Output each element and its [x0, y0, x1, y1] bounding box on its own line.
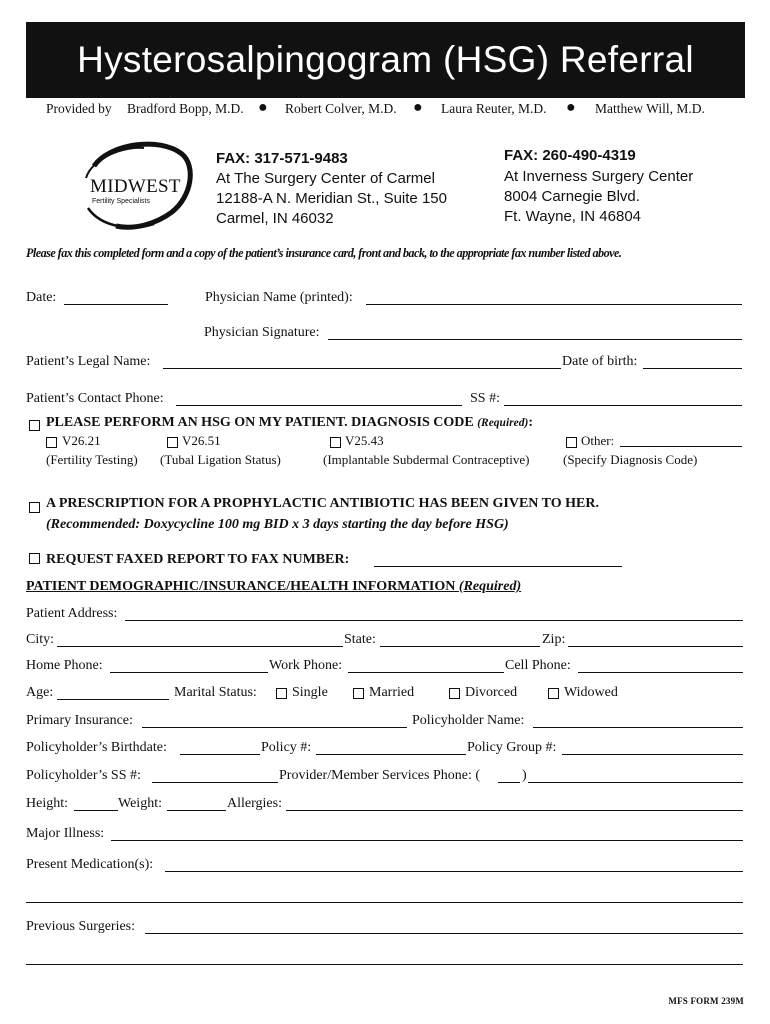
logo-tagline: Fertility Specialists — [92, 198, 150, 205]
date-label: Date: — [26, 290, 57, 305]
antibiotic-note: (Recommended: Doxycycline 100 mg BID x 3 days starting the day before HSG) — [46, 517, 509, 532]
policy-group-field[interactable] — [562, 754, 743, 755]
report-checkbox[interactable] — [29, 553, 40, 564]
address-field[interactable] — [125, 620, 743, 621]
antibiotic-label: A PRESCRIPTION FOR A PROPHYLACTIC ANTIBIOTIC HAS BEEN GIVEN TO HER. — [46, 496, 599, 511]
code-v2651-checkbox[interactable] — [167, 437, 178, 448]
midwest-logo — [64, 136, 198, 232]
policyholder-birthdate-field[interactable] — [180, 754, 260, 755]
previous-surgeries-field-2[interactable] — [26, 964, 743, 965]
dob-label: Date of birth: — [562, 354, 638, 369]
weight-field[interactable] — [167, 810, 226, 811]
state-field[interactable] — [380, 646, 540, 647]
report-fax-field[interactable] — [374, 566, 622, 567]
hsg-label-text: PLEASE PERFORM AN HSG ON MY PATIENT. DIAGNOSIS CODE — [46, 415, 478, 430]
home-phone-field[interactable] — [110, 672, 268, 673]
demographics-heading-text: PATIENT DEMOGRAPHIC/INSURANCE/HEALTH INFORMATION — [26, 579, 459, 594]
physician-4: Matthew Will, M.D. — [595, 101, 705, 116]
dob-field[interactable] — [643, 368, 742, 369]
code-v2543-checkbox[interactable] — [330, 437, 341, 448]
code-other-checkbox[interactable] — [566, 437, 577, 448]
code-v2621-checkbox[interactable] — [46, 437, 57, 448]
physician-signature-field[interactable] — [328, 339, 742, 340]
zip-field[interactable] — [568, 646, 743, 647]
policyholder-ss-field[interactable] — [152, 782, 278, 783]
provided-by-label: Provided by — [46, 101, 112, 116]
primary-insurance-label: Primary Insurance: — [26, 713, 133, 728]
hsg-colon: : — [528, 415, 533, 430]
allergies-field[interactable] — [286, 810, 743, 811]
work-phone-label: Work Phone: — [269, 658, 343, 673]
physician-1: Bradford Bopp, M.D. — [127, 101, 244, 116]
marital-married-checkbox[interactable] — [353, 688, 364, 699]
physician-signature-label: Physician Signature: — [204, 325, 320, 340]
marital-single-label: Single — [292, 685, 328, 700]
marital-divorced-checkbox[interactable] — [449, 688, 460, 699]
antibiotic-checkbox[interactable] — [29, 502, 40, 513]
ss-field[interactable] — [504, 405, 742, 406]
bullet: ● — [413, 99, 423, 116]
policy-number-field[interactable] — [316, 754, 466, 755]
legal-name-field[interactable] — [163, 368, 561, 369]
location-carmel-city: Carmel, IN 46032 — [216, 210, 334, 227]
marital-divorced-label: Divorced — [465, 685, 518, 700]
demographics-required: (Required) — [458, 579, 522, 594]
marital-status-label: Marital Status: — [174, 685, 257, 700]
location-fw-city: Ft. Wayne, IN 46804 — [504, 208, 642, 225]
previous-surgeries-field[interactable] — [145, 933, 743, 934]
provider-phone-label: Provider/Member Services Phone: ( — [279, 768, 481, 783]
age-field[interactable] — [57, 699, 169, 700]
hsg-checkbox[interactable] — [29, 420, 40, 431]
provider-phone-field[interactable] — [528, 782, 743, 783]
previous-surgeries-label: Previous Surgeries: — [26, 919, 136, 934]
major-illness-label: Major Illness: — [26, 826, 105, 841]
code-other-desc: (Specify Diagnosis Code) — [563, 452, 698, 467]
present-medications-field[interactable] — [165, 871, 743, 872]
location-fw-name: At Inverness Surgery Center — [504, 168, 694, 185]
fax-fort-wayne: FAX: 260-490-4319 — [504, 147, 636, 164]
policyholder-ss-label: Policyholder’s SS #: — [26, 768, 141, 783]
code-other-field[interactable] — [620, 446, 742, 447]
location-carmel-name: At The Surgery Center of Carmel — [216, 170, 435, 187]
marital-married-label: Married — [369, 685, 415, 700]
state-label: State: — [344, 632, 376, 647]
form-number: MFS FORM 239M — [668, 996, 744, 1006]
physician-2: Robert Colver, M.D. — [285, 101, 397, 116]
home-phone-label: Home Phone: — [26, 658, 103, 673]
city-field[interactable] — [57, 646, 343, 647]
code-v2651-desc: (Tubal Ligation Status) — [160, 452, 281, 467]
physician-3: Laura Reuter, M.D. — [441, 101, 547, 116]
legal-name-label: Patient’s Legal Name: — [26, 354, 151, 369]
zip-label: Zip: — [542, 632, 566, 647]
height-field[interactable] — [74, 810, 118, 811]
code-other: Other: — [581, 433, 615, 448]
allergies-label: Allergies: — [227, 796, 282, 811]
physician-name-label: Physician Name (printed): — [205, 290, 353, 305]
city-label: City: — [26, 632, 55, 647]
cell-phone-label: Cell Phone: — [505, 658, 571, 673]
marital-widowed-checkbox[interactable] — [548, 688, 559, 699]
bullet: ● — [258, 99, 268, 116]
code-v2651: V26.51 — [182, 433, 221, 448]
address-label: Patient Address: — [26, 606, 118, 621]
fax-instruction: Please fax this completed form and a copy of the patient’s insurance card, front and back, to the appropriate fax number listed above. — [26, 246, 622, 260]
code-v2621: V26.21 — [62, 433, 101, 448]
primary-insurance-field[interactable] — [142, 727, 407, 728]
age-label: Age: — [26, 685, 54, 700]
work-phone-field[interactable] — [348, 672, 504, 673]
policy-group-label: Policy Group #: — [467, 740, 557, 755]
code-v2543: V25.43 — [345, 433, 384, 448]
bullet: ● — [566, 99, 576, 116]
location-carmel-street: 12188-A N. Meridian St., Suite 150 — [216, 190, 447, 207]
provider-phone-close: ) — [522, 768, 527, 783]
contact-phone-label: Patient’s Contact Phone: — [26, 391, 164, 406]
date-field[interactable] — [64, 304, 168, 305]
form-title: Hysterosalpingogram (HSG) Referral — [77, 39, 694, 80]
demographics-heading — [26, 579, 521, 595]
contact-phone-field[interactable] — [176, 405, 462, 406]
code-v2621-desc: (Fertility Testing) — [46, 452, 138, 467]
hsg-label — [46, 415, 533, 431]
logo-brand: MIDWEST — [90, 176, 181, 197]
height-label: Height: — [26, 796, 68, 811]
marital-widowed-label: Widowed — [564, 685, 618, 700]
hsg-required: (Required) — [477, 417, 529, 429]
ss-label: SS #: — [470, 391, 500, 406]
present-medications-label: Present Medication(s): — [26, 857, 154, 872]
weight-label: Weight: — [118, 796, 162, 811]
provider-phone-area-field[interactable] — [498, 782, 520, 783]
location-fw-street: 8004 Carnegie Blvd. — [504, 188, 640, 205]
title-bar — [26, 22, 745, 98]
physician-name-field[interactable] — [366, 304, 742, 305]
policy-number-label: Policy #: — [261, 740, 312, 755]
code-v2543-desc: (Implantable Subdermal Contraceptive) — [323, 452, 530, 467]
cell-phone-field[interactable] — [578, 672, 743, 673]
fax-carmel: FAX: 317-571-9483 — [216, 150, 348, 167]
major-illness-field[interactable] — [111, 840, 743, 841]
report-label: REQUEST FAXED REPORT TO FAX NUMBER: — [46, 552, 350, 567]
policyholder-birthdate-label: Policyholder’s Birthdate: — [26, 740, 167, 755]
policyholder-name-field[interactable] — [533, 727, 743, 728]
policyholder-name-label: Policyholder Name: — [412, 713, 525, 728]
present-medications-field-2[interactable] — [26, 902, 743, 903]
marital-single-checkbox[interactable] — [276, 688, 287, 699]
